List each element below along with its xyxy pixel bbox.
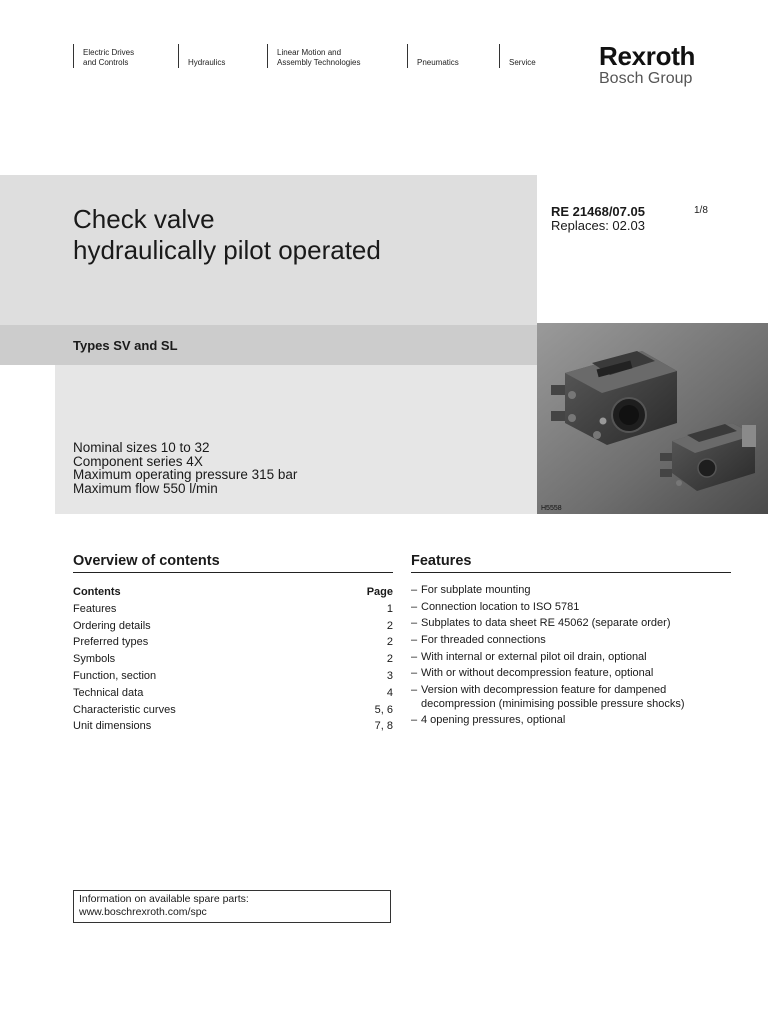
feature-text: Subplates to data sheet RE 45062 (separate order) (421, 617, 671, 630)
contents-column-header: Contents (73, 586, 121, 598)
feature-item (411, 617, 731, 631)
bullet-dash: – (411, 650, 418, 663)
bullet-dash: – (411, 714, 418, 727)
contents-label: Ordering details (73, 619, 151, 632)
nav-pneumatics[interactable] (407, 44, 459, 68)
feature-text: 4 opening pressures, optional (421, 714, 566, 727)
contents-row (73, 718, 393, 735)
spec-line: Nominal sizes 10 to 32 (73, 440, 210, 455)
nav-service[interactable] (499, 44, 536, 68)
bullet-dash: – (411, 667, 418, 680)
contents-row (73, 651, 393, 668)
feature-text: With internal or external pilot oil drain, optional (421, 650, 647, 663)
feature-item (411, 667, 731, 681)
contents-page: 5, 6 (374, 703, 393, 716)
document-replaces: Replaces: 02.03 (551, 218, 645, 233)
nav-label-line2: Pneumatics (417, 58, 459, 67)
contents-row (73, 601, 393, 618)
photo-code: H5558 (541, 505, 562, 512)
document-title (73, 204, 381, 266)
contents-page: 7, 8 (374, 720, 393, 733)
contents-page: 2 (386, 653, 393, 666)
feature-item (411, 714, 731, 728)
nav-label-line2: Assembly Technologies (277, 58, 361, 67)
features-rule (411, 572, 731, 573)
product-types: Types SV and SL (73, 338, 178, 353)
feature-text: With or without decompression feature, optional (421, 667, 654, 680)
contents-row (73, 668, 393, 685)
rexroth-logo (599, 42, 695, 87)
contents-label: Characteristic curves (73, 703, 176, 716)
feature-item (411, 584, 731, 598)
feature-item (411, 651, 731, 665)
key-specifications (73, 441, 297, 495)
contents-page: 2 (386, 636, 393, 649)
logo-wordmark: Rexroth (599, 41, 696, 71)
features-heading: Features (411, 553, 472, 569)
nav-linear-motion[interactable] (267, 44, 360, 68)
contents-table (73, 584, 393, 735)
nav-electric-drives[interactable] (73, 44, 134, 68)
contents-page: 3 (386, 669, 393, 682)
overview-heading: Overview of contents (73, 553, 220, 569)
contents-label: Symbols (73, 653, 116, 666)
check-valve-illustration (537, 323, 768, 514)
nav-label-line1: Electric Drives (83, 48, 135, 57)
page-number: 1/8 (694, 205, 708, 216)
document-reference (551, 205, 645, 233)
feature-item (411, 684, 731, 711)
nav-label-line1: Linear Motion and (277, 48, 342, 57)
contents-row (73, 702, 393, 719)
title-line-1: Check valve (73, 204, 215, 234)
document-number: RE 21468/07.05 (551, 204, 645, 219)
bullet-dash: – (411, 617, 418, 630)
bullet-dash: – (411, 584, 418, 596)
contents-label: Unit dimensions (73, 720, 152, 733)
nav-label-line2: Hydraulics (188, 58, 226, 67)
spare-parts-text: Information on available spare parts: (79, 893, 249, 905)
feature-text: Connection location to ISO 5781 (421, 600, 580, 613)
contents-label: Preferred types (73, 636, 149, 649)
nav-label-line2: and Controls (83, 58, 129, 67)
nav-hydraulics[interactable] (178, 44, 225, 68)
contents-row (73, 634, 393, 651)
contents-row (73, 685, 393, 702)
contents-page: 1 (386, 602, 393, 615)
overview-rule (73, 572, 393, 573)
contents-label: Technical data (73, 686, 144, 699)
contents-page: 2 (386, 619, 393, 632)
bullet-dash: – (411, 600, 418, 613)
page-column-header: Page (366, 586, 393, 598)
spec-line: Maximum flow 550 l/min (73, 480, 218, 496)
title-line-2: hydraulically pilot operated (73, 235, 381, 265)
feature-text: For threaded connections (421, 634, 546, 647)
nav-label-line2: Service (509, 58, 536, 67)
features-list (411, 584, 731, 731)
contents-header-row (73, 584, 393, 601)
logo-subline: Bosch Group (599, 70, 693, 87)
spare-parts-box (73, 890, 391, 923)
bullet-dash: – (411, 634, 418, 647)
feature-text: Version with decompression feature for dampened decompression (minimising possible pressure shocks) (421, 684, 685, 710)
product-photo (537, 323, 768, 514)
contents-row (73, 618, 393, 635)
spare-parts-link[interactable]: www.boschrexroth.com/spc (79, 906, 207, 918)
spec-line: Component series 4X (73, 453, 203, 469)
feature-text: For subplate mounting (421, 584, 531, 596)
bullet-dash: – (411, 684, 418, 697)
feature-item (411, 634, 731, 648)
spec-line: Maximum operating pressure 315 bar (73, 467, 298, 482)
contents-label: Features (73, 602, 117, 615)
contents-page: 4 (386, 686, 393, 699)
feature-item (411, 601, 731, 615)
contents-label: Function, section (73, 669, 157, 682)
